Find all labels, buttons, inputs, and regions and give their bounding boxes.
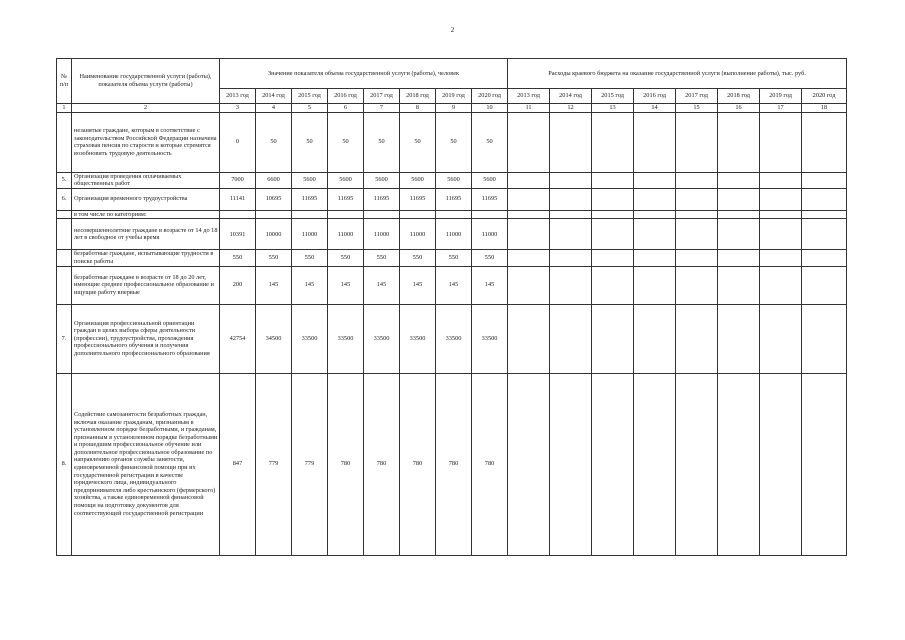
volume-value: 550 [220,250,256,266]
budget-value [592,250,634,266]
budget-value [592,172,634,188]
row-number: 6. [57,188,72,210]
table-row [57,219,847,250]
budget-value [760,210,802,219]
budget-value [592,112,634,172]
budget-value [760,304,802,373]
year-budget-header: 2019 год [760,89,802,104]
budget-value [718,188,760,210]
row-number [57,112,72,172]
budget-value [676,373,718,555]
volume-value: 33500 [400,304,436,373]
budget-value [760,172,802,188]
volume-value: 550 [472,250,508,266]
budget-value [550,266,592,304]
row-number: 7. [57,304,72,373]
volume-value: 5600 [436,172,472,188]
budget-value [802,304,847,373]
budget-value [760,112,802,172]
volume-value: 33500 [364,304,400,373]
budget-value [592,210,634,219]
year-budget-header: 2020 год [802,89,847,104]
column-number: 3 [220,104,256,113]
budget-value [802,250,847,266]
volume-value: 10695 [256,188,292,210]
column-number: 12 [550,104,592,113]
volume-value: 0 [220,112,256,172]
service-name: Содействие самозанятости безработных граждан, включая оказание гражданам, признанным в установленном порядке безработными, и гражданам, признанным в установленном порядке безработными и прошедшим профессиональное обучение или дополнительное профессиональное образование по направлению органов службы занятости, единовременной финансовой помощи при их государственной регистрации в качестве юридического лица, индивидуального предпринимателя либо крестьянского (фермерского) хозяйства, а также единовременной финансовой помощи на подготовку документов для соответствующей государственной регистрации [72,373,220,555]
volume-value: 11695 [472,188,508,210]
volume-value: 50 [256,112,292,172]
volume-value: 7000 [220,172,256,188]
table-row [57,210,847,219]
budget-value [592,188,634,210]
budget-value [592,373,634,555]
budget-value [634,112,676,172]
column-numbers-row [57,104,847,113]
budget-value [550,304,592,373]
row-number [57,210,72,219]
budget-value [634,304,676,373]
column-number: 7 [364,104,400,113]
volume-value [472,210,508,219]
budget-value [718,219,760,250]
volume-value: 50 [400,112,436,172]
row-number: 8. [57,373,72,555]
table-row [57,188,847,210]
volume-value: 780 [328,373,364,555]
column-number: 11 [508,104,550,113]
budget-value [718,373,760,555]
volume-value: 10000 [256,219,292,250]
volume-value: 145 [328,266,364,304]
budget-value [592,304,634,373]
volume-value: 780 [364,373,400,555]
service-name: безработные граждане, испытывающие трудности в поиске работы [72,250,220,266]
volume-value: 11000 [328,219,364,250]
column-number: 9 [436,104,472,113]
volume-value: 200 [220,266,256,304]
budget-value [634,219,676,250]
row-number [57,266,72,304]
volume-value: 5600 [328,172,364,188]
volume-value: 33500 [472,304,508,373]
column-number: 8 [400,104,436,113]
volume-value: 42754 [220,304,256,373]
budget-value [676,188,718,210]
budget-value [802,112,847,172]
volume-value [400,210,436,219]
budget-value [760,250,802,266]
header-num: № п/п [57,59,72,104]
year-budget-header: 2018 год [718,89,760,104]
volume-value: 550 [436,250,472,266]
column-number: 6 [328,104,364,113]
column-number: 14 [634,104,676,113]
volume-value: 779 [292,373,328,555]
volume-value: 11695 [292,188,328,210]
header-budget-group: Расходы краевого бюджета на оказание государственной услуги (выполнение работы), тыс. руб. [508,59,847,89]
budget-value [718,112,760,172]
service-name: безработные граждане в возрасте от 18 до 20 лет, имеющие среднее профессиональное образование и ищущие работу впервые [72,266,220,304]
year-volume-header: 2019 год [436,89,472,104]
budget-value [634,266,676,304]
row-number [57,219,72,250]
volume-value: 145 [364,266,400,304]
column-number: 4 [256,104,292,113]
volume-value: 550 [292,250,328,266]
year-budget-header: 2013 год [508,89,550,104]
year-volume-header: 2017 год [364,89,400,104]
volume-value: 50 [472,112,508,172]
budget-value [802,373,847,555]
budget-value [676,250,718,266]
volume-value: 33500 [436,304,472,373]
table-row [57,112,847,172]
budget-value [634,188,676,210]
column-number: 13 [592,104,634,113]
budget-value [718,266,760,304]
volume-value: 145 [400,266,436,304]
service-name: Организация временного трудоустройства [72,188,220,210]
table-body [57,112,847,555]
year-volume-header: 2020 год [472,89,508,104]
table-row [57,172,847,188]
volume-value: 33500 [292,304,328,373]
volume-value: 145 [436,266,472,304]
budget-value [676,172,718,188]
budget-value [760,188,802,210]
volume-value: 550 [400,250,436,266]
volume-value: 11000 [364,219,400,250]
volume-value: 5600 [292,172,328,188]
header-name: Наименование государственной услуги (работы), показателя объема услуги (работы) [72,59,220,104]
budget-value [508,112,550,172]
budget-value [550,373,592,555]
volume-value: 50 [364,112,400,172]
volume-value: 11000 [472,219,508,250]
volume-value: 550 [364,250,400,266]
budget-value [508,250,550,266]
year-volume-header: 2015 год [292,89,328,104]
column-number: 10 [472,104,508,113]
budget-value [676,304,718,373]
volume-value: 145 [472,266,508,304]
budget-value [550,250,592,266]
budget-value [508,210,550,219]
volume-value: 11695 [400,188,436,210]
volume-value: 11695 [328,188,364,210]
budget-value [802,219,847,250]
budget-value [802,172,847,188]
service-name: Организация профессиональной ориентации граждан в целях выбора сферы деятельности (профессии), трудоустройства, прохождения профессионального обучения и получения дополнительного профессионального образования [72,304,220,373]
row-number [57,250,72,266]
volume-value: 11000 [292,219,328,250]
table-row [57,266,847,304]
budget-value [508,219,550,250]
year-budget-header: 2017 год [676,89,718,104]
budget-value [508,266,550,304]
budget-value [634,210,676,219]
volume-value: 11695 [436,188,472,210]
volume-value: 145 [256,266,292,304]
budget-value [508,373,550,555]
budget-value [802,266,847,304]
column-number: 5 [292,104,328,113]
year-volume-header: 2014 год [256,89,292,104]
budget-value [592,219,634,250]
budget-value [718,172,760,188]
year-budget-header: 2016 год [634,89,676,104]
budget-value [676,219,718,250]
volume-value: 780 [472,373,508,555]
volume-value: 779 [256,373,292,555]
budget-value [508,304,550,373]
column-number: 2 [72,104,220,113]
volume-value: 5600 [364,172,400,188]
volume-value [220,210,256,219]
row-number: 5. [57,172,72,188]
budget-value [550,188,592,210]
volume-value: 145 [292,266,328,304]
volume-value: 780 [400,373,436,555]
budget-value [802,210,847,219]
volume-value [328,210,364,219]
volume-value: 847 [220,373,256,555]
budget-value [676,210,718,219]
table-row [57,373,847,555]
budget-value [676,266,718,304]
service-name: Организация проведения оплачиваемых общественных работ [72,172,220,188]
budget-value [550,210,592,219]
year-budget-header: 2015 год [592,89,634,104]
volume-value: 11695 [364,188,400,210]
volume-value: 50 [436,112,472,172]
year-volume-header: 2016 год [328,89,364,104]
volume-value: 11000 [400,219,436,250]
volume-value [292,210,328,219]
volume-value [364,210,400,219]
budget-value [718,210,760,219]
page-number: 2 [450,26,455,34]
services-table [56,58,847,556]
service-name: в том числе по категориям: [72,210,220,219]
column-number: 16 [718,104,760,113]
volume-value: 6600 [256,172,292,188]
volume-value: 550 [328,250,364,266]
table-row [57,304,847,373]
volume-value: 5600 [472,172,508,188]
year-volume-header: 2018 год [400,89,436,104]
volume-value: 550 [256,250,292,266]
budget-value [634,250,676,266]
budget-value [760,266,802,304]
volume-value: 11141 [220,188,256,210]
budget-value [592,266,634,304]
volume-value: 33500 [328,304,364,373]
budget-value [718,250,760,266]
budget-value [718,304,760,373]
budget-value [508,172,550,188]
header-volume-group: Значение показателя объема государственной услуги (работы), человек [220,59,508,89]
column-number: 1 [57,104,72,113]
budget-value [802,188,847,210]
volume-value: 50 [328,112,364,172]
volume-value: 34500 [256,304,292,373]
budget-value [550,172,592,188]
service-name: несовершеннолетние граждане в возрасте от 14 до 18 лет в свободное от учебы время [72,219,220,250]
volume-value: 780 [436,373,472,555]
budget-value [634,373,676,555]
volume-value: 10391 [220,219,256,250]
budget-value [676,112,718,172]
year-budget-header: 2014 год [550,89,592,104]
budget-value [760,373,802,555]
budget-value [634,172,676,188]
volume-value [256,210,292,219]
budget-value [760,219,802,250]
volume-value: 5600 [400,172,436,188]
volume-value: 50 [292,112,328,172]
column-number: 15 [676,104,718,113]
table-row [57,250,847,266]
column-number: 17 [760,104,802,113]
budget-value [508,188,550,210]
budget-value [550,219,592,250]
service-name: незанятые граждане, которым в соответствие с законодательством Российской Федерации назначена страховая пенсия по старости и которые стремятся возобновить трудовую деятельность [72,112,220,172]
budget-value [550,112,592,172]
volume-value: 11000 [436,219,472,250]
year-volume-header: 2013 год [220,89,256,104]
column-number: 18 [802,104,847,113]
volume-value [436,210,472,219]
